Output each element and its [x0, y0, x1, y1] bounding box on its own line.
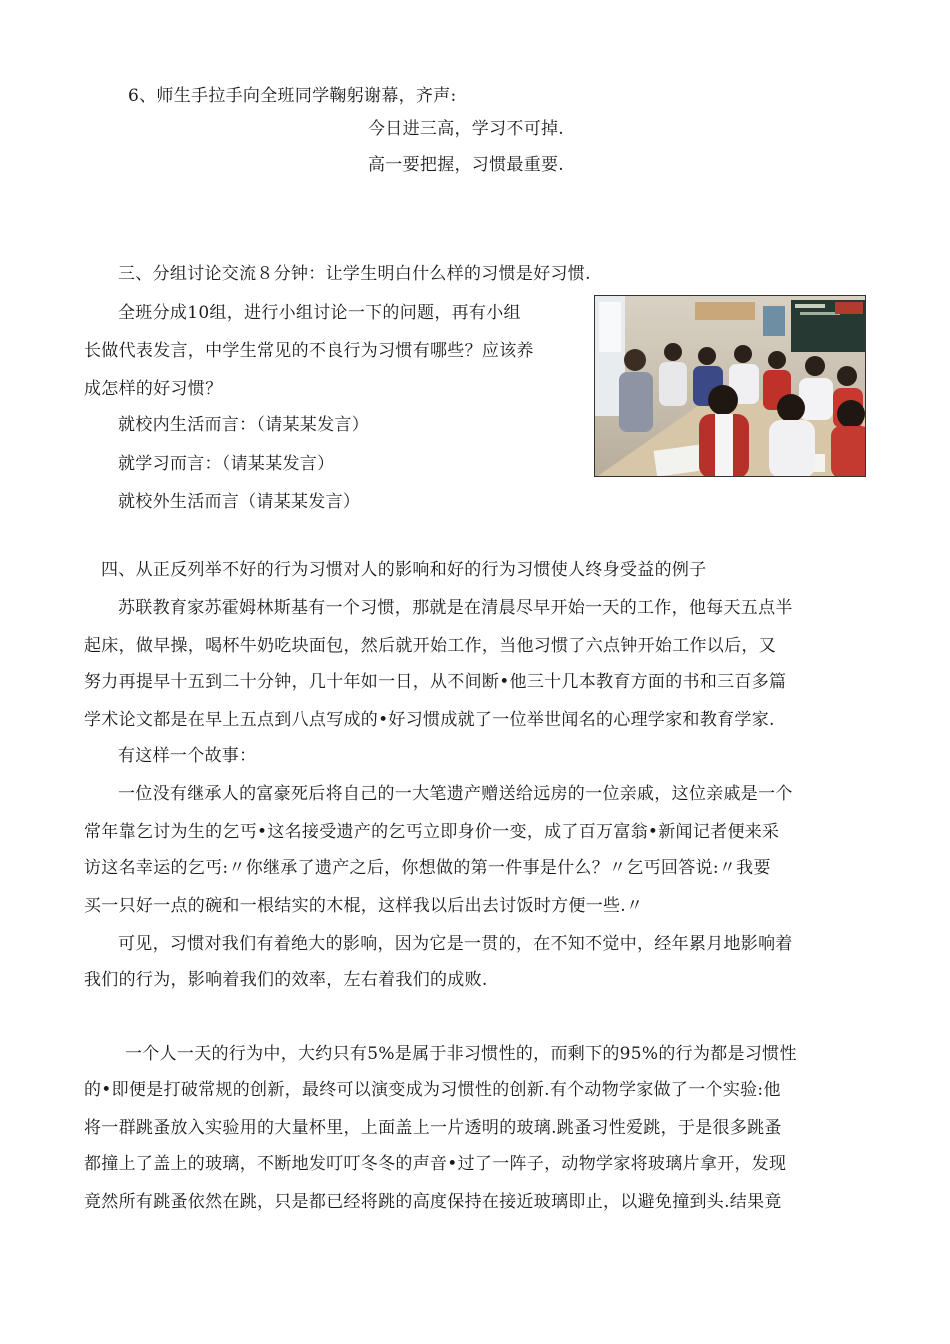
classroom-photo	[594, 295, 866, 477]
para1-line-2: 起床，做早操，喝杯牛奶吃块面包，然后就开始工作，当他习惯了六点钟开始工作以后，又	[84, 636, 776, 656]
para4-line-2: 的•即便是打破常规的创新，最终可以演变成为习惯性的创新.有个动物学家做了一个实验:他	[84, 1080, 781, 1100]
para1-line-3: 努力再提早十五到二十分钟，几十年如一日，从不间断•他三十几本教育方面的书和三百多篇	[84, 672, 787, 692]
discussion-item-outside: 就校外生活而言（请某某发言）	[118, 492, 361, 512]
para1-line-1: 苏联教育家苏霍姆林斯基有一个习惯，那就是在清晨尽早开始一天的工作，他每天五点半	[118, 598, 793, 618]
para3-line-2: 我们的行为，影响着我们的效率，左右着我们的成败.	[84, 970, 488, 990]
story-intro: 有这样一个故事：	[118, 746, 257, 766]
para2-line-1: 一位没有继承人的富豪死后将自己的一大笔遗产赠送给远房的一位亲戚，这位亲戚是一个	[118, 784, 793, 804]
para4-line-1: 一个人一天的行为中，大约只有5%是属于非习惯性的，而剩下的95%的行为都是习惯性	[125, 1044, 797, 1064]
para4-line-3: 将一群跳蚤放入实验用的大量杯里，上面盖上一片透明的玻璃.跳蚤习性爱跳，于是很多跳蚤	[84, 1118, 782, 1138]
para2-line-3: 访这名幸运的乞丐:〃你继承了遗产之后，你想做的第一件事是什么？〃乞丐回答说:〃我要	[84, 858, 771, 878]
para2-line-4: 买一只好一点的碗和一根结实的木棍，这样我以后出去讨饭时方便一些.〃	[84, 896, 644, 916]
section3-para-line-1: 全班分成10组，进行小组讨论一下的问题，再有小组	[118, 303, 521, 323]
para4-line-5: 竟然所有跳蚤依然在跳，只是都已经将跳的高度保持在接近玻璃即止，以避免撞到头.结果竟	[84, 1192, 782, 1212]
discussion-item-school: 就校内生活而言：（请某某发言）	[118, 415, 369, 435]
discussion-item-study: 就学习而言：（请某某发言）	[118, 454, 335, 474]
section6-heading: 6、师生手拉手向全班同学鞠躬谢幕，齐声:	[128, 86, 457, 106]
para2-line-2: 常年靠乞讨为生的乞丐•这名接受遗产的乞丐立即身价一变，成了百万富翁•新闻记者便来采	[84, 822, 780, 842]
section3-heading: 三、分组讨论交流８分钟：让学生明白什么样的习惯是好习惯.	[118, 264, 591, 284]
section3-para-line-2: 长做代表发言，中学生常见的不良行为习惯有哪些？应该养	[84, 341, 534, 361]
para4-line-4: 都撞上了盖上的玻璃，不断地发叮叮冬冬的声音•过了一阵子，动物学家将玻璃片拿开，发现	[84, 1154, 787, 1174]
chant-line-1: 今日进三高，学习不可掉.	[368, 119, 565, 139]
section3-para-line-3: 成怎样的好习惯？	[84, 379, 223, 399]
chant-line-2: 高一要把握，习惯最重要.	[368, 155, 565, 175]
section4-heading: 四、从正反列举不好的行为习惯对人的影响和好的行为习惯使人终身受益的例子	[101, 560, 707, 580]
para3-line-1: 可见，习惯对我们有着绝大的影响，因为它是一贯的，在不知不觉中，经年累月地影响着	[118, 934, 793, 954]
para1-line-4: 学术论文都是在早上五点到八点写成的•好习惯成就了一位举世闻名的心理学家和教育学家.	[84, 710, 775, 730]
